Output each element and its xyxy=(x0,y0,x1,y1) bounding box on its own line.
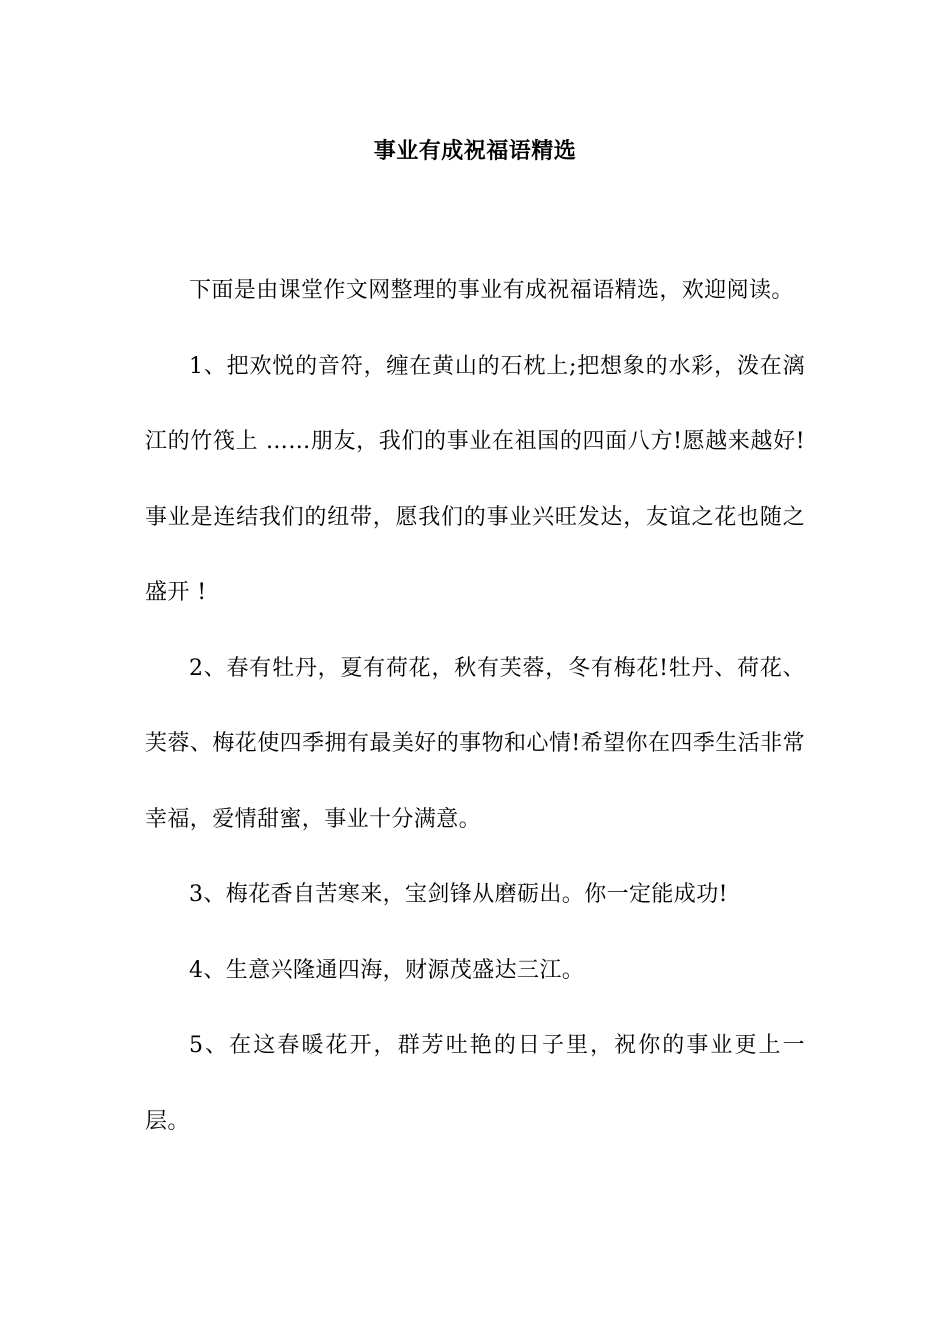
blessing-paragraph-1: 1、把欢悦的音符，缠在黄山的石枕上;把想象的水彩，泼在漓江的竹筏上 ……朋友，我们的事业在祖国的四面八方!愿越来越好!事业是连结我们的纽带，愿我们的事业兴旺发达，友谊之花也随之盛开 ! xyxy=(145,353,805,605)
document-body xyxy=(145,253,805,1159)
blessing-paragraph-4: 4、生意兴隆通四海，财源茂盛达三江。 xyxy=(189,957,585,983)
blessing-paragraph-3: 3、梅花香自苦寒来，宝剑锋从磨砺出。你一定能成功! xyxy=(189,882,728,907)
intro-paragraph: 下面是由课堂作文网整理的事业有成祝福语精选，欢迎阅读。 xyxy=(189,278,794,303)
blessing-paragraph-5: 5、在这春暖花开，群芳吐艳的日子里，祝你的事业更上一层。 xyxy=(145,1033,805,1134)
document-title: 事业有成祝福语精选 xyxy=(373,138,577,164)
blessing-paragraph-2: 2、春有牡丹，夏有荷花，秋有芙蓉，冬有梅花!牡丹、荷花、芙蓉、梅花使四季拥有最美好的事物和心情!希望你在四季生活非常幸福，爱情甜蜜，事业十分满意。 xyxy=(145,655,805,832)
